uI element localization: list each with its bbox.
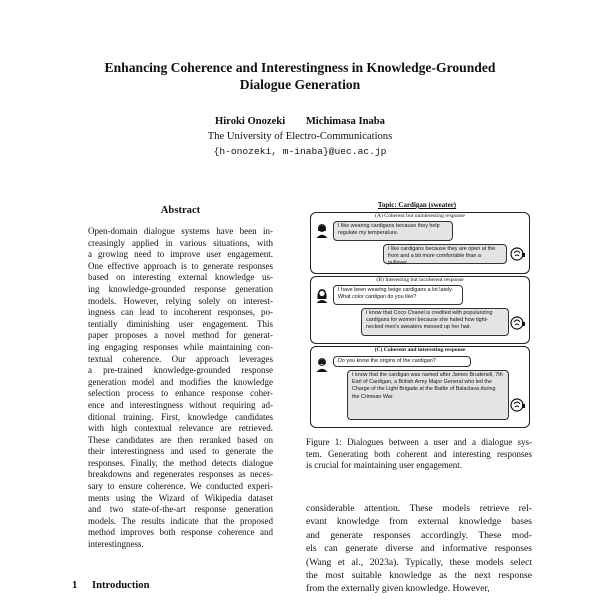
- body-text-line: els can generate diverse and informative responses: [306, 543, 532, 555]
- panel-a: [310, 212, 530, 274]
- abstract-line: creasingly applied in various situations, with: [88, 237, 273, 248]
- abstract-line: their interestingness and used to generate the: [88, 446, 273, 457]
- panel-b-user-message: I have been wearing beige cardigans a lot lately. What color cardigan do you like?: [333, 285, 463, 305]
- section-title: Introduction: [92, 580, 150, 591]
- abstract-line: models. However, relying solely on interest-: [88, 295, 273, 306]
- body-text-line: and generate responses accordingly. These mod-: [306, 529, 532, 541]
- section-number: 1: [72, 580, 78, 591]
- author-email: {h-onozeki, m-inaba}@uec.ac.jp: [213, 146, 387, 157]
- abstract-body: [88, 226, 273, 551]
- robot-head-icon: [510, 315, 526, 331]
- abstract-heading: Abstract: [160, 205, 201, 216]
- abstract-line: and two state-of-the-art response generation: [88, 504, 273, 515]
- user-avatar-icon: [314, 222, 330, 238]
- abstract-line: sary to ensure coherence. We conducted experi-: [88, 481, 273, 492]
- abstract-line: responses. Finally, the method detects dialogue: [88, 457, 273, 468]
- panel-b-label: (B) Interesting but incoherent response: [376, 277, 464, 283]
- abstract-line: a pre-trained knowledge-grounded response: [88, 365, 273, 376]
- caption-line: Figure 1: Dialogues between a user and a dialogue sys-: [306, 437, 532, 447]
- abstract-line: tentially diminishing user engagement. This: [88, 318, 273, 329]
- panel-c: [310, 346, 530, 428]
- body-text-line: the most suitable knowledge as the next response: [306, 569, 532, 581]
- panel-b-system-message: I know that Coco Chanel is credited with popularizing cardigans for women because she hated how tight-necked men's sweaters messed up her hair.: [361, 308, 509, 336]
- user-avatar-icon: [314, 287, 330, 303]
- abstract-line: with high contextual relevance are retrieved.: [88, 423, 273, 434]
- body-text-line: (Wang et al., 2023a). Typically, these models select: [306, 556, 532, 568]
- abstract-line: Open-domain dialogue systems have been in-: [88, 226, 273, 236]
- panel-a-label: (A) Coherent but uninteresting response: [375, 213, 465, 219]
- robot-head-icon: [510, 397, 526, 413]
- author-1: Hiroki Onozeki: [215, 116, 286, 127]
- panel-a-user-message: I like wearing cardigans because they help regulate my temperature.: [333, 221, 453, 241]
- abstract-line: ing engaging responses while maintaining con-: [88, 341, 273, 352]
- figure-1: [306, 198, 528, 430]
- abstract-line: models. The results indicate that the proposed: [88, 515, 273, 526]
- panel-a-system-message: I like cardigans because they are open at the front and a bit more comfortable than a pullover.: [383, 244, 507, 264]
- panel-c-user-message: Do you know the origins of the cardigan?: [333, 356, 471, 367]
- abstract-line: ments using the Wizard of Wikipedia dataset: [88, 492, 273, 503]
- abstract-line: ingness can lead to incoherent responses, po-: [88, 307, 273, 318]
- authors: [100, 116, 500, 127]
- abstract-line: paper proposes a novel method for generat-: [88, 330, 273, 341]
- body-text-line: from the externally given knowledge. However,: [306, 583, 490, 595]
- abstract-line: breakdowns and regenerates responses as neces-: [88, 469, 273, 480]
- title-line-1: Enhancing Coherence and Interestingness in Knowledge-Grounded: [104, 60, 496, 75]
- abstract-line: ence and interestingness without requiring ad-: [88, 399, 273, 410]
- panel-c-label: (C) Coherent and interesting response: [374, 347, 466, 353]
- figure-caption: [306, 437, 532, 472]
- abstract-line: a growing need to improve user engagement.: [88, 249, 273, 260]
- right-column-body: [306, 502, 532, 596]
- abstract-line: ing knowledge-grounded response generation: [88, 283, 273, 294]
- abstract-line: textual coherence. Our approach leverages: [88, 353, 273, 364]
- body-text-line: evant knowledge from external knowledge bases: [306, 516, 532, 528]
- abstract-line: method improves both response coherence and: [88, 527, 273, 538]
- affiliation: The University of Electro-Communications: [207, 131, 393, 142]
- panel-c-system-message: I know that the cardigan was named after James Brudenell, 7th Earl of Cardigan, a British Army Major General who led the Charge of the Light Brigade at the Battle of Balaclava during the Crimean War.: [347, 370, 509, 420]
- caption-line: tem. Generating both coherent and interesting responses: [306, 448, 532, 459]
- author-2: Michimasa Inaba: [305, 116, 385, 127]
- figure-topic: Topic: Cardigan (sweater): [377, 201, 457, 209]
- abstract-line: ditional training. First, knowledge candidates: [88, 411, 273, 422]
- abstract-line: One effective approach is to generate responses: [88, 260, 273, 271]
- abstract-line: These candidates are then reranked based on: [88, 434, 273, 445]
- abstract-line: selection process to enhance response coher-: [88, 388, 273, 399]
- abstract-line: generation model and modifies the knowledge: [88, 376, 273, 387]
- caption-line: is crucial for maintaining user engagement.: [306, 460, 462, 471]
- abstract-line: interestingness.: [88, 539, 144, 550]
- section-heading: [72, 580, 150, 591]
- panel-b: [310, 276, 530, 344]
- title-line-2: Dialogue Generation: [239, 77, 361, 92]
- abstract-line: based on interesting external knowledge us-: [88, 272, 273, 283]
- robot-head-icon: [510, 246, 526, 262]
- paper-title: [60, 59, 540, 93]
- body-text-line: considerable attention. These models retrieve rel-: [306, 503, 532, 514]
- user-avatar-icon: [314, 356, 330, 372]
